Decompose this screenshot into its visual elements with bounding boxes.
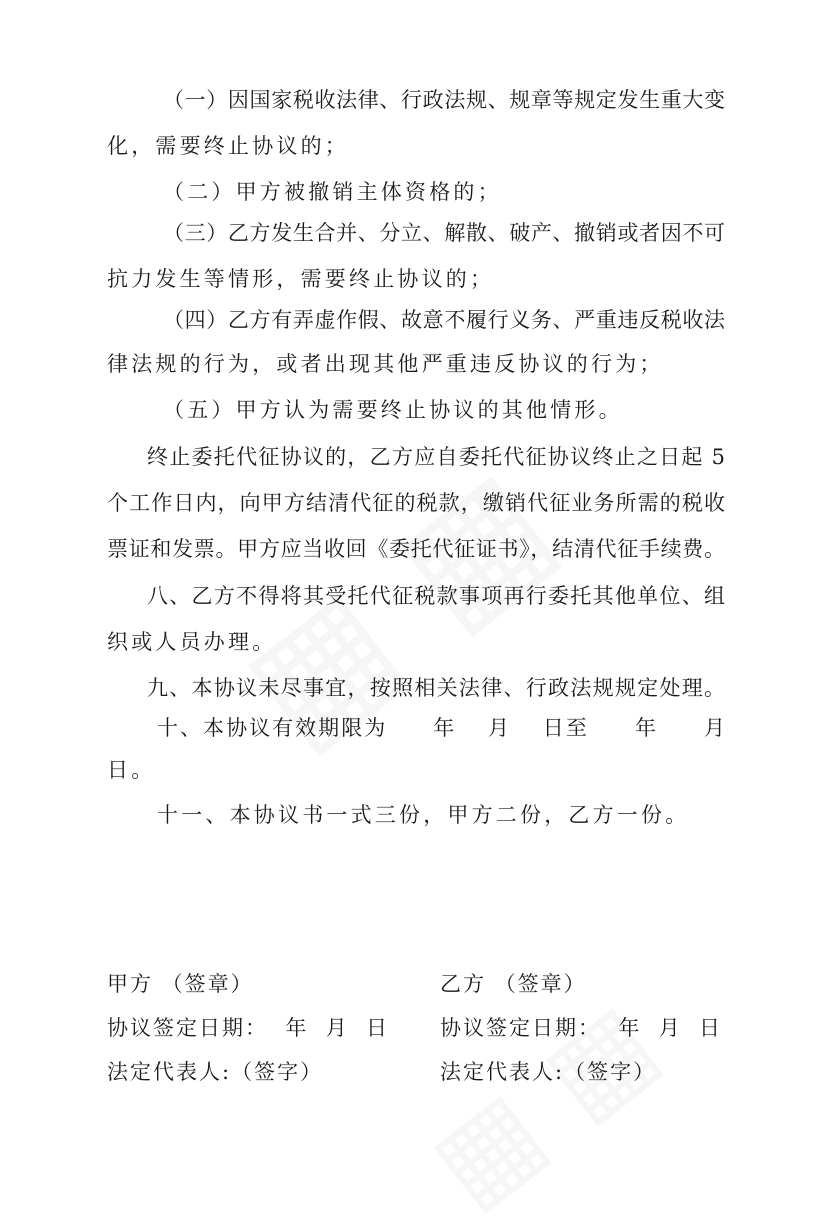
article-8-line-2: 织或人员办理。 xyxy=(107,630,277,654)
party-a-representative: 法定代表人:（签字） xyxy=(107,1060,324,1084)
clause-4-line-1: （四）乙方有弄虚作假、故意不履行义务、严重违反税收法 xyxy=(163,308,725,332)
party-b-representative: 法定代表人:（签字） xyxy=(440,1060,657,1084)
termination-line-1: 终止委托代征协议的，乙方应自委托代征协议终止之日起 5 xyxy=(147,445,725,469)
clause-1-line-2: 化，需要终止协议的； xyxy=(107,134,349,158)
clause-3-line-2: 抗力发生等情形，需要终止协议的； xyxy=(107,267,495,291)
article-10-line-2: 日。 xyxy=(107,758,156,782)
clause-1-line-1: （一）因国家税收法律、行政法规、规章等规定发生重大变 xyxy=(163,88,725,112)
article-11: 十一、本协议书一式三份，甲方二份，乙方一份。 xyxy=(157,803,690,827)
party-a-seal: 甲方 （签章） xyxy=(107,972,254,996)
party-a-date: 协议签定日期： 年 月 日 xyxy=(107,1016,390,1040)
termination-line-3: 票证和发票。甲方应当收回《委托代征证书》，结清代征手续费。 xyxy=(107,537,725,561)
party-b-date: 协议签定日期： 年 月 日 xyxy=(440,1016,723,1040)
clause-4-line-2: 律法规的行为，或者出现其他严重违反协议的行为； xyxy=(107,352,664,376)
article-9: 九、本协议未尽事宜，按照相关法律、行政法规规定处理。 xyxy=(147,676,725,700)
termination-line-2: 个工作日内，向甲方结清代征的税款，缴销代征业务所需的税收 xyxy=(107,491,725,515)
clause-2: （二）甲方被撤销主体资格的； xyxy=(163,180,502,204)
clause-5: （五）甲方认为需要终止协议的其他情形。 xyxy=(163,398,623,422)
article-8-line-1: 八、乙方不得将其受托代征税款事项再行委托其他单位、组 xyxy=(147,584,725,608)
clause-3-line-1: （三）乙方发生合并、分立、解散、破产、撤销或者因不可 xyxy=(163,221,725,245)
party-b-seal: 乙方 （签章） xyxy=(440,972,587,996)
article-10-line-1: 十、本协议有效期限为 年 月 日至 年 月 xyxy=(157,716,725,740)
